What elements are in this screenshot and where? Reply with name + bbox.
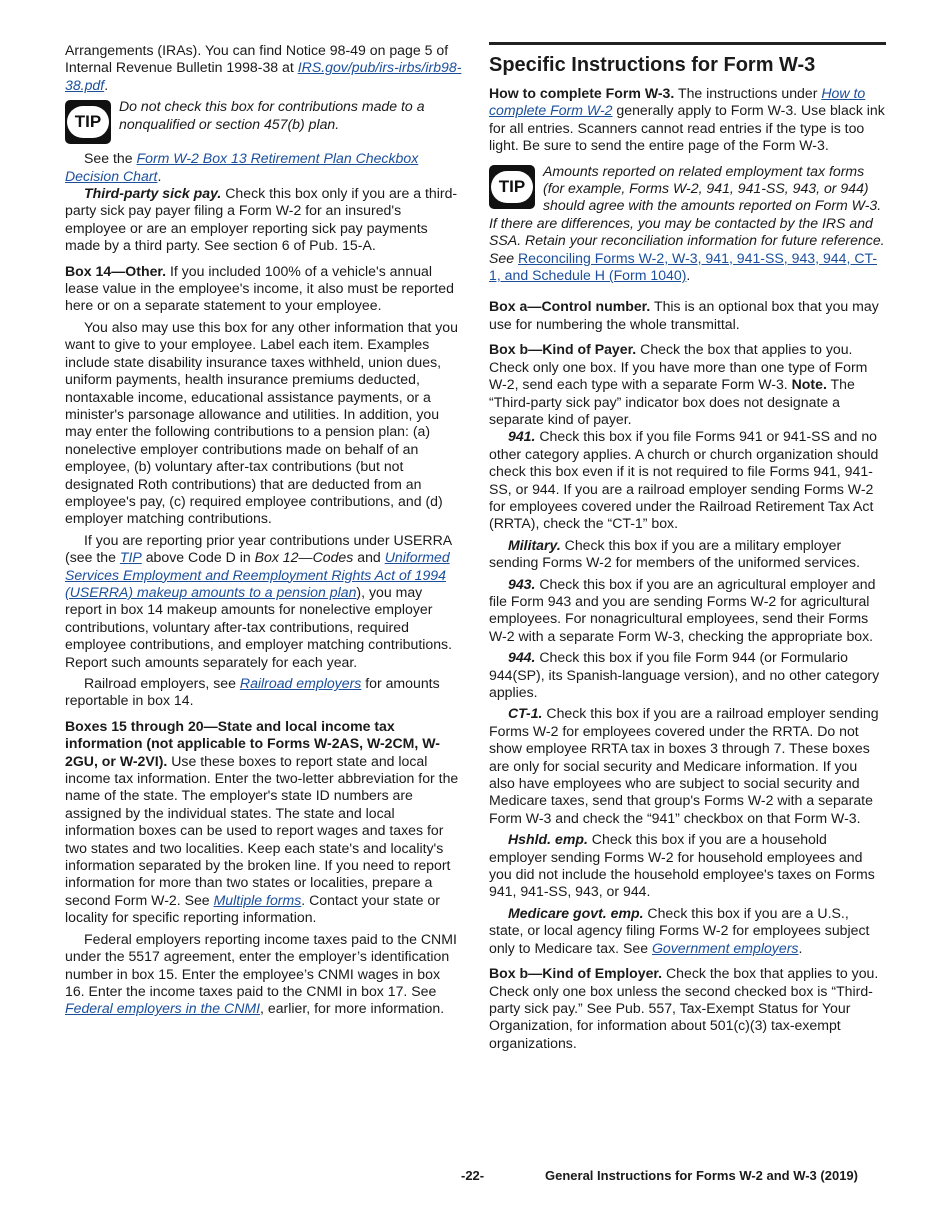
how-to-complete-paragraph: How to complete Form W-3. The instructions under How to complete Form W-2 generally apply to Form W-3. Use black ink for all entries. Scanners cannot read entries if the type is too light. Be sure to send the entire page of the Form W-3. <box>489 85 885 154</box>
box-b-payer-paragraph: Box b—Kind of Payer. Check the box that applies to you. Check only one box. If you have more than one type of Form W-2, send each type with a separate Form W-3. Note. The “Third-party sick pay” indicator box does not designate a separate kind of payer. <box>489 341 868 427</box>
ct-1-paragraph: CT-1. Check this box if you are a railroad employer sending Forms W-2 for employees covered under the RRTA. Do not show employee RRTA tax in boxes 3 through 7. These boxes are only for social security and Medicare information. If you also have employees who are subject to social security and Medicare taxes, send that group's Forms W-2 with a separate Form W-3 and check the “941” checkbox on that Form W-3. <box>489 705 879 826</box>
right-column <box>489 42 886 1052</box>
railroad-paragraph: Railroad employers, see Railroad employers for amounts reportable in box 14. <box>65 675 440 709</box>
federal-employers-cnmi-link[interactable]: Federal employers in the CNMI <box>65 1000 261 1017</box>
irs-notice-paragraph: Arrangements (IRAs). You can find Notice 98-49 on page 5 of Internal Revenue Bulletin 1998-38 at IRS.gov/pub/irs-irbs/irb98-38.pdf. <box>65 42 462 93</box>
federal-cnmi-paragraph: Federal employers reporting income taxes paid to the CNMI under the 5517 agreement, enter the employer’s identification number in box 15. Enter the employee’s CNMI wages in box 16. Enter the income taxes paid to the CNMI in box 17. See Federal employers in the CNMI, earlier, for more information. <box>65 930 457 1017</box>
tip-link[interactable]: TIP <box>119 549 142 566</box>
tip-icon: TIP <box>489 165 535 209</box>
footer-title: General Instructions for Forms W-2 and W-3 (2019) <box>545 1168 858 1183</box>
943-paragraph: 943. Check this box if you are an agricultural employer and file Form 943 and you are sending Forms W-2 for agricultural employees. For nonagricultural employees, send their Forms W-2 with a separate Form W-3, checking the appropriate box. <box>489 575 876 644</box>
box-a-paragraph: Box a—Control number. This is an optional box that you may use for numbering the whole transmittal. <box>489 298 879 332</box>
railroad-employers-link[interactable]: Railroad employers <box>239 675 362 691</box>
checkbox-decision-chart-link[interactable]: Form W-2 Box 13 Retirement Plan Checkbox Decision Chart <box>65 150 419 184</box>
irb-link[interactable]: IRS.gov/pub/irs-irbs/irb98-38.pdf <box>65 59 462 93</box>
941-paragraph: 941. Check this box if you file Forms 941 or 941-SS and no other category applies. A church or church organization should check this box even if it is not required to file Forms 941, 941-SS, or 944. If you are a railroad employer sending Forms W-2 for employees covered under the Railroad Retirement Tax Act (RRTA), check the “CT-1” box. <box>489 428 879 532</box>
third-party-sick-pay-paragraph: Third-party sick pay. Check this box only if you are a third-party sick pay payer filing a Form W-2 for an insured's employee or are an employer reporting sick pay payments made by a third party. See section 6 of Pub. 15-A. <box>65 185 458 254</box>
page-number: -22- <box>461 1168 485 1183</box>
tip-text-2: Amounts reported on related employment tax forms (for example, Forms W-2, 941, 941-SS, 943, or 944) should agree with the amounts reported on Form W-3. If there are differences, you may be contacted by the IRS and SSA. Retain your reconciliation information for future reference. See Reconciling Forms W-2, W-3, 941, 941-SS, 943, 944, CT-1, and Schedule H (Form 1040). <box>489 162 885 284</box>
section-heading: Specific Instructions for Form W-3 <box>489 54 816 76</box>
tip-icon: TIP <box>65 100 111 144</box>
section-rule <box>489 42 886 45</box>
medicare-govt-paragraph: Medicare govt. emp. Check this box if you are a U.S., state, or local agency filing Forms W-2 for employees subject only to Medicare tax. See Government employers. <box>489 904 870 956</box>
944-paragraph: 944. Check this box if you file Form 944 (or Formulario 944(SP), its Spanish-language version), and no other category applies. <box>489 649 880 700</box>
left-column <box>65 42 462 1018</box>
household-employer-paragraph: Hshld. emp. Check this box if you are a household employer sending Forms W-2 for household employees and you did not include the household employee's taxes on Forms 941, 941-SS, 943, or 944. <box>489 831 875 900</box>
box-14-other-info-paragraph: You also may use this box for any other information that you want to give to your employee. Label each item. Examples include state disability insurance taxes withheld, union dues, uniform payments, health insurance premiums deducted, nontaxable income, educational assistance payments, or a minister's parsonage allowance and utilities. In addition, you may enter the following contributions to a pension plan: (a) nonelective employer contributions made on behalf of an employee, (b) voluntary after-tax contributions (but not designated Roth contributions) that are deducted from an employee's pay, (c) required employee contributions, and (d) employer matching contributions. <box>65 318 458 527</box>
tip-note-2 <box>489 163 886 285</box>
boxes-15-20-paragraph: Boxes 15 through 20—State and local income tax information (not applicable to Forms W-2AS, W-2CM, W-2GU, or W-2VI). Use these boxes to report state and local income tax information. Enter the two-letter abbreviation for the name of the state. The employer's state ID numbers are assigned by the individual states. The state and local information boxes can be used to report wages and taxes for two states and two localities. Keep each state's and locality's information separated by the broken line. If you need to report information for more than two states or localities, prepare a second Form W-2. See Multiple forms. Contact your state or locality for specific reporting information. <box>65 717 459 926</box>
reconciling-forms-link[interactable]: Reconciling Forms W-2, W-3, 941, 941-SS, 943, 944, CT-1, and Schedule H (Form 1040) <box>489 249 878 284</box>
box-14-paragraph: Box 14—Other. If you included 100% of a vehicle's annual lease value in the employee's income, it also must be reported here or on a separate statement to your employee. <box>65 262 454 314</box>
how-to-complete-w2-link[interactable]: How to complete Form W-2 <box>489 85 866 119</box>
userra-link[interactable]: Uniformed Services Employment and Reemployment Rights Act of 1994 (USERRA) makeup amounts to a pension plan <box>65 549 450 600</box>
see-chart-paragraph: See the Form W-2 Box 13 Retirement Plan Checkbox Decision Chart. <box>65 150 419 184</box>
tip-note-1 <box>65 98 462 146</box>
multiple-forms-link[interactable]: Multiple forms <box>213 891 302 908</box>
government-employers-link[interactable]: Government employers <box>651 939 799 956</box>
userra-paragraph: If you are reporting prior year contributions under USERRA (see the TIP above Code D in Box 12—Codes and Uniformed Services Employment and Reemployment Rights Act of 1994 (USERRA) makeup amounts to a pension plan), you may report in box 14 makeup amounts for nonelective employer contributions, voluntary after-tax contributions, required employee contributions, and employer matching contributions. Report such amounts separately for each year. <box>65 531 453 670</box>
tip-text-1: Do not check this box for contributions made to a nonqualified or section 457(b) plan. <box>119 98 425 132</box>
military-paragraph: Military. Check this box if you are a military employer sending Forms W-2 for members of the uniformed services. <box>489 536 861 571</box>
box-b-employer-paragraph: Box b—Kind of Employer. Check the box that applies to you. Check only one box unless the second checked box is “Third-party sick pay.” See Pub. 557, Tax-Exempt Status for Your Organization, for information about 501(c)(3) tax-exempt organizations. <box>489 965 879 1051</box>
